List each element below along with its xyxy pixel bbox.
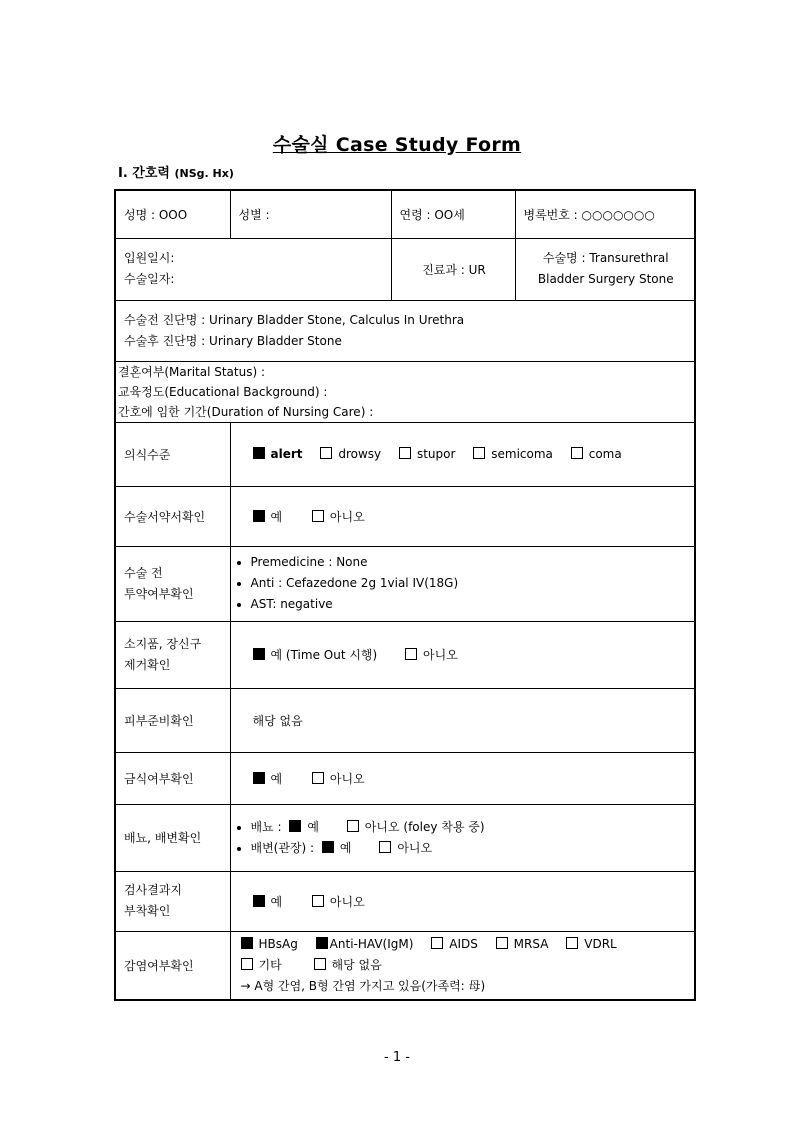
checkbox-icon[interactable] bbox=[473, 447, 485, 459]
option-other[interactable]: 기타 bbox=[241, 958, 282, 972]
checkbox-checked-icon[interactable] bbox=[241, 937, 253, 949]
checkbox-checked-icon[interactable] bbox=[316, 937, 328, 949]
checkbox-icon[interactable] bbox=[241, 958, 253, 970]
consent-label: 수술서약서확인 bbox=[115, 486, 230, 546]
patient-info-row bbox=[115, 190, 695, 238]
operation-name-cell bbox=[515, 238, 695, 300]
checkbox-checked-icon[interactable] bbox=[253, 895, 265, 907]
npo-yes[interactable]: 예 bbox=[253, 772, 283, 786]
voiding-label: 배뇨, 배변확인 bbox=[115, 804, 230, 871]
premedication-label-2: 투약여부확인 bbox=[124, 586, 194, 601]
department-field[interactable]: 진료과 : UR bbox=[391, 238, 515, 300]
checkbox-icon[interactable] bbox=[312, 772, 324, 784]
premedication-label-1: 수술 전 bbox=[124, 565, 163, 580]
checkbox-icon[interactable] bbox=[347, 820, 359, 832]
test-results-row bbox=[115, 871, 695, 931]
skin-prep-label: 피부준비확인 bbox=[115, 688, 230, 752]
nursing-duration-field[interactable]: 간호에 임한 기간(Duration of Nursing Care) : bbox=[118, 404, 374, 419]
option-semicoma[interactable]: semicoma bbox=[473, 447, 553, 461]
checkbox-icon[interactable] bbox=[314, 958, 326, 970]
checkbox-icon[interactable] bbox=[571, 447, 583, 459]
belongings-label-cell bbox=[115, 621, 230, 688]
dates-cell bbox=[115, 238, 391, 300]
checkbox-icon[interactable] bbox=[312, 895, 324, 907]
infection-row bbox=[115, 931, 695, 1000]
age-field[interactable]: 연령 : OO세 bbox=[391, 190, 515, 238]
test-results-label-cell bbox=[115, 871, 230, 931]
option-anti-hav[interactable]: Anti-HAV(IgM) bbox=[316, 937, 414, 951]
premedication-list bbox=[233, 552, 689, 615]
pre-op-diagnosis: 수술전 진단명 : Urinary Bladder Stone, Calculus In Urethra bbox=[124, 312, 465, 327]
admit-date-field[interactable]: 입원일시: bbox=[124, 251, 175, 265]
checkbox-icon[interactable] bbox=[379, 841, 391, 853]
skin-prep-row bbox=[115, 688, 695, 752]
consent-no[interactable]: 아니오 bbox=[312, 510, 365, 524]
premedication-list-cell bbox=[230, 546, 695, 621]
list-item: • AST: negative bbox=[251, 594, 689, 615]
option-stupor[interactable]: stupor bbox=[399, 447, 455, 461]
test-results-options bbox=[230, 871, 695, 931]
consciousness-label: 의식수준 bbox=[115, 422, 230, 486]
background-row bbox=[115, 361, 695, 422]
surgery-date-field[interactable]: 수술일자: bbox=[124, 272, 175, 286]
skin-prep-value[interactable]: 해당 없음 bbox=[230, 688, 695, 752]
checkbox-icon[interactable] bbox=[320, 447, 332, 459]
belongings-row bbox=[115, 621, 695, 688]
list-item: • Anti : Cefazedone 2g 1vial IV(18G) bbox=[251, 573, 689, 594]
test-results-label-1: 검사결과지 bbox=[124, 883, 182, 897]
infection-options-row1 bbox=[241, 934, 689, 955]
infection-label: 감염여부확인 bbox=[115, 931, 230, 1000]
diagnosis-row bbox=[115, 300, 695, 361]
stool-item: • 배변(관장) : 예 아니오 bbox=[251, 838, 689, 859]
checkbox-icon[interactable] bbox=[312, 510, 324, 522]
belongings-yes[interactable]: 예 (Time Out 시행) bbox=[253, 648, 378, 662]
admission-row bbox=[115, 238, 695, 300]
test-results-no[interactable]: 아니오 bbox=[312, 895, 365, 909]
case-study-table bbox=[114, 189, 696, 1001]
npo-label: 금식여부확인 bbox=[115, 752, 230, 804]
checkbox-icon[interactable] bbox=[431, 937, 443, 949]
section-label: Ⅰ. 간호력 bbox=[118, 166, 170, 181]
option-alert[interactable]: alert bbox=[253, 447, 303, 461]
belongings-label-2: 제거확인 bbox=[124, 657, 171, 672]
infection-cell bbox=[230, 931, 695, 1000]
option-coma[interactable]: coma bbox=[571, 447, 622, 461]
operation-name-line2: Bladder Surgery Stone bbox=[537, 272, 674, 286]
voiding-list bbox=[233, 817, 689, 859]
consciousness-row bbox=[115, 422, 695, 486]
diagnosis-cell bbox=[115, 300, 695, 361]
option-mrsa[interactable]: MRSA bbox=[496, 937, 549, 951]
checkbox-icon[interactable] bbox=[405, 648, 417, 660]
infection-note: → A형 간염, B형 간염 가지고 있음(가족력: 母) bbox=[240, 978, 486, 993]
option-drowsy[interactable]: drowsy bbox=[320, 447, 381, 461]
npo-row bbox=[115, 752, 695, 804]
operation-name-line1: 수술명 : Transurethral bbox=[542, 251, 669, 265]
npo-no[interactable]: 아니오 bbox=[312, 772, 365, 786]
section-sub: (NSg. Hx) bbox=[174, 167, 234, 180]
checkbox-checked-icon[interactable] bbox=[253, 510, 265, 522]
checkbox-icon[interactable] bbox=[399, 447, 411, 459]
checkbox-checked-icon[interactable] bbox=[289, 820, 301, 832]
voiding-row bbox=[115, 804, 695, 871]
voiding-cell bbox=[230, 804, 695, 871]
option-vdrl[interactable]: VDRL bbox=[566, 937, 616, 951]
consciousness-options bbox=[230, 422, 695, 486]
checkbox-icon[interactable] bbox=[496, 937, 508, 949]
test-results-label-2: 부착확인 bbox=[124, 904, 171, 918]
belongings-options bbox=[230, 621, 695, 688]
page-number: - 1 - bbox=[384, 1050, 410, 1065]
list-item: • Premedicine : None bbox=[251, 552, 689, 573]
checkbox-checked-icon[interactable] bbox=[322, 841, 334, 853]
option-aids[interactable]: AIDS bbox=[431, 937, 478, 951]
post-op-diagnosis: 수술후 진단명 : Urinary Bladder Stone bbox=[124, 333, 342, 348]
checkbox-checked-icon[interactable] bbox=[253, 648, 265, 660]
consent-row bbox=[115, 486, 695, 546]
background-cell bbox=[115, 361, 695, 422]
checkbox-icon[interactable] bbox=[566, 937, 578, 949]
consent-options bbox=[230, 486, 695, 546]
premedication-row bbox=[115, 546, 695, 621]
option-none[interactable]: 해당 없음 bbox=[314, 958, 382, 972]
npo-options bbox=[230, 752, 695, 804]
checkbox-checked-icon[interactable] bbox=[253, 772, 265, 784]
urine-item: • 배뇨 : 예 아니오 (foley 착용 중) bbox=[251, 817, 689, 838]
consent-yes[interactable]: 예 bbox=[253, 510, 283, 524]
checkbox-checked-icon[interactable] bbox=[253, 447, 265, 459]
education-field[interactable]: 교육정도(Educational Background) : bbox=[118, 384, 328, 399]
test-results-yes[interactable]: 예 bbox=[253, 895, 283, 909]
option-hbsag[interactable]: HBsAg bbox=[241, 937, 298, 951]
section-heading bbox=[118, 162, 234, 181]
page-title: 수술실 Case Study Form bbox=[272, 134, 522, 156]
marital-status-field[interactable]: 결혼여부(Marital Status) : bbox=[118, 364, 266, 379]
premedication-label-cell bbox=[115, 546, 230, 621]
infection-options-row2 bbox=[241, 955, 689, 976]
belongings-no[interactable]: 아니오 bbox=[405, 648, 458, 662]
name-field[interactable]: 성명 : OOO bbox=[115, 190, 230, 238]
record-number-field[interactable]: 병록번호 : ○○○○○○○ bbox=[515, 190, 695, 238]
sex-field[interactable]: 성별 : bbox=[230, 190, 391, 238]
belongings-label-1: 소지품, 장신구 bbox=[124, 636, 202, 651]
